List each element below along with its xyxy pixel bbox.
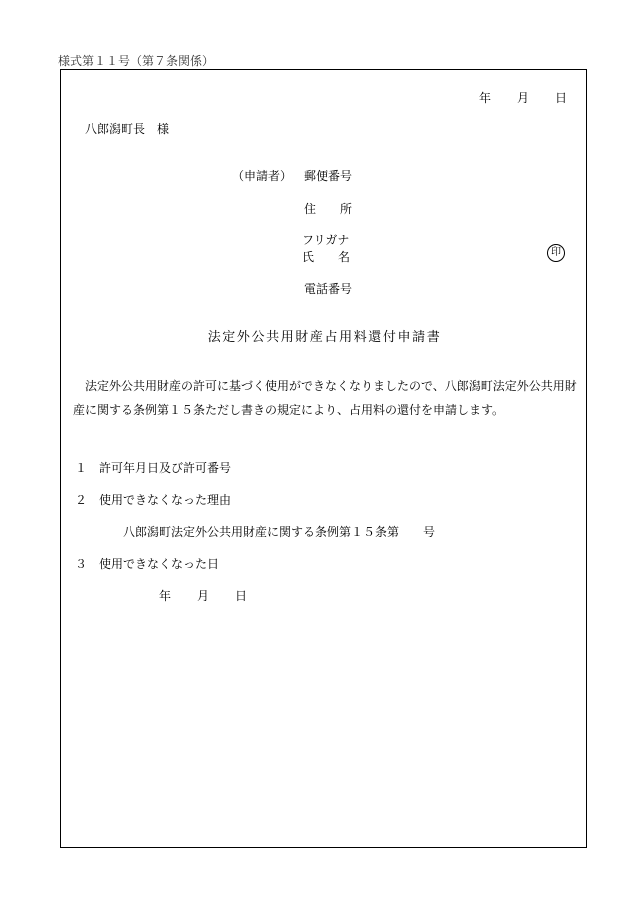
- item-3: [75, 555, 219, 572]
- date-month: 月: [197, 589, 210, 603]
- item-label: 使用できなくなった日: [99, 557, 220, 571]
- addressee: 八郎潟町長 様: [85, 122, 170, 136]
- item-number: １: [75, 461, 88, 475]
- item-label: 許可年月日及び許可番号: [99, 461, 232, 475]
- seal-mark: 印: [547, 244, 565, 262]
- date-month: 月: [517, 91, 530, 105]
- date-day: 日: [555, 91, 568, 105]
- form-number: 様式第１１号（第７条関係）: [58, 54, 215, 68]
- applicant-label: （申請者）: [232, 169, 293, 183]
- name-label: 氏 名: [302, 250, 351, 264]
- item-1: [75, 459, 231, 476]
- item-2: [75, 491, 231, 508]
- item-label: 使用できなくなった理由: [99, 493, 232, 507]
- document-title: 法定外公共用財産占用料還付申請書: [207, 330, 442, 345]
- item-number: ２: [75, 493, 88, 507]
- date-header: [479, 89, 567, 106]
- application-form: [60, 69, 587, 848]
- body-text: 法定外公共用財産の許可に基づく使用ができなくなりましたので、八郎潟町法定外公共用財産に関する条例第１５条ただし書きの規定により、占用料の還付を申請します。: [73, 379, 577, 417]
- unusable-date: [159, 587, 247, 604]
- item-number: ３: [75, 557, 88, 571]
- furigana-label: フリガナ: [302, 233, 350, 247]
- item-2-detail: 八郎潟町法定外公共用財産に関する条例第１５条第 号: [123, 525, 436, 539]
- address-label: 住 所: [304, 202, 353, 216]
- phone-label: 電話番号: [304, 282, 353, 296]
- postal-code-label: 郵便番号: [304, 169, 353, 183]
- date-year: 年: [479, 91, 492, 105]
- date-day: 日: [235, 589, 248, 603]
- date-year: 年: [159, 589, 172, 603]
